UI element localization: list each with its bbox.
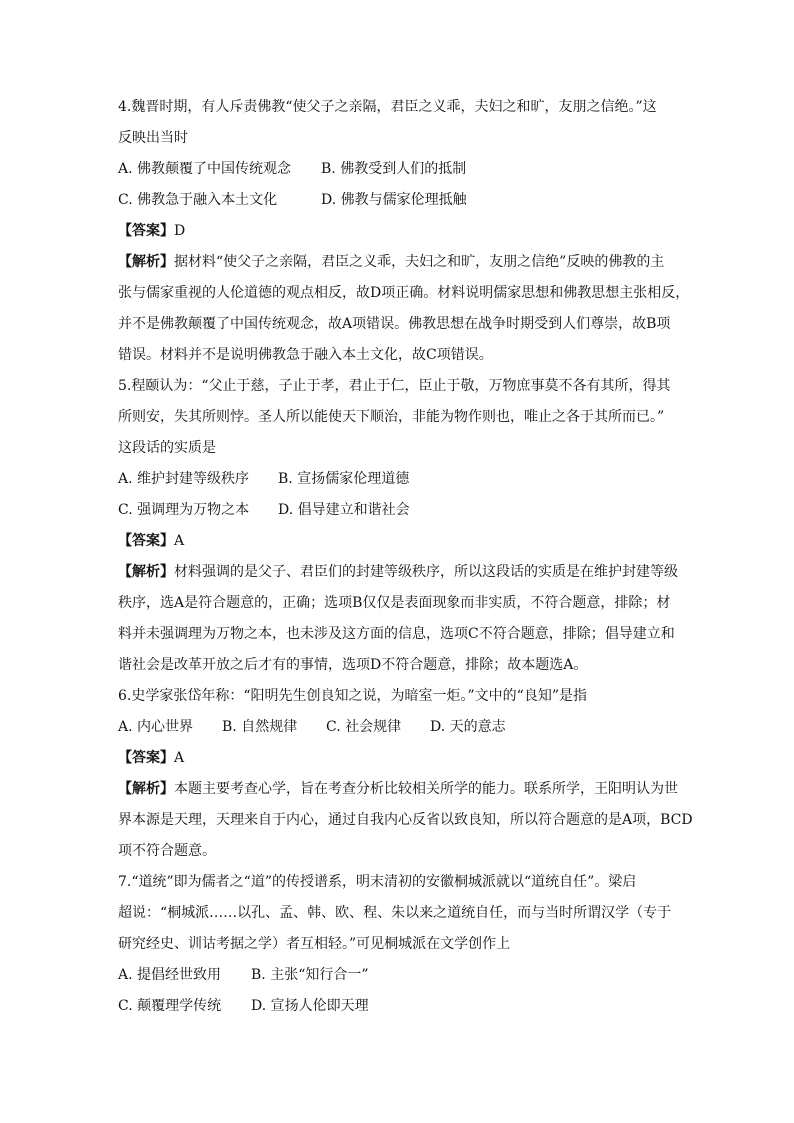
question-4-stem-line-2: 反映出当时 bbox=[118, 130, 188, 146]
question-5-option-b: B. 宣扬儒家伦理道德 bbox=[278, 471, 410, 487]
question-6-option-c: C. 社会规律 bbox=[326, 719, 402, 735]
question-5-answer bbox=[118, 531, 676, 551]
question-4 bbox=[118, 97, 676, 210]
question-content bbox=[118, 97, 693, 1027]
analysis-line: 界本源是天理，天理来自于内心，通过自我内心反省以致良知，所以符合题意的是A项，BCD bbox=[118, 812, 693, 828]
analysis-line bbox=[118, 779, 676, 799]
answer-value: A bbox=[174, 533, 185, 549]
question-7-stem-line-1: 7.“道统”即为儒者之“道”的传授谱系，明末清初的安徽桐城派就以“道统自任”。梁启 bbox=[118, 874, 637, 890]
question-5-option-d: D. 倡导建立和谐社会 bbox=[278, 502, 410, 518]
question-4-options-ab bbox=[118, 159, 676, 179]
question-4-option-d: D. 佛教与儒家伦理抵触 bbox=[321, 192, 467, 208]
question-7-option-d: D. 宣扬人伦即天理 bbox=[251, 998, 369, 1014]
question-4-answer bbox=[118, 221, 676, 241]
question-7-option-b: B. 主张“知行合一” bbox=[251, 967, 369, 983]
analysis-line: 谐社会是改革开放之后才有的事情，选项D不符合题意，排除；故本题选A。 bbox=[118, 657, 588, 673]
analysis-text: 本题主要考查心学，旨在考查分析比较相关所学的能力。联系所学，王阳明认为世 bbox=[174, 781, 678, 797]
question-7-option-c: C. 颠覆理学传统 bbox=[118, 998, 222, 1014]
analysis-line: 项不符合题意。 bbox=[118, 843, 216, 859]
question-5-option-c: C. 强调理为万物之本 bbox=[118, 502, 250, 518]
question-5-options-cd bbox=[118, 500, 676, 520]
question-5-stem-line-2: 所则安，失其所则悖。圣人所以能使天下顺治，非能为物作则也，唯止之各于其所而已。” bbox=[118, 409, 665, 425]
analysis-line: 错误。材料并不是说明佛教急于融入本土文化，故C项错误。 bbox=[118, 347, 493, 363]
answer-tag: 【答案】 bbox=[118, 533, 174, 549]
analysis-line bbox=[118, 252, 676, 272]
question-6-option-d: D. 天的意志 bbox=[430, 719, 506, 735]
question-5-stem-line-1: 5.程颐认为：“父止于慈，子止于孝，君止于仁，臣止于敬，万物庶事莫不各有其所，得其 bbox=[118, 378, 671, 394]
question-6 bbox=[118, 686, 676, 737]
analysis-line bbox=[118, 562, 676, 582]
question-7-option-a: A. 提倡经世致用 bbox=[118, 967, 222, 983]
analysis-line: 并不是佛教颠覆了中国传统观念，故A项错误。佛教思想在战争时期受到人们尊崇，故B项 bbox=[118, 316, 671, 332]
question-5 bbox=[118, 376, 676, 520]
analysis-line: 秩序，选A是符合题意的，正确；选项B仅仅是表面现象而非实质，不符合题意，排除；材 bbox=[118, 595, 671, 611]
question-6-option-b: B. 自然规律 bbox=[222, 719, 298, 735]
question-4-stem-line-1: 4.魏晋时期，有人斥责佛教“使父子之亲隔，君臣之义乖，夫妇之和旷，友朋之信绝。”这 bbox=[118, 99, 657, 115]
question-7-options-cd bbox=[118, 996, 676, 1016]
question-4-analysis bbox=[118, 252, 690, 365]
question-7 bbox=[118, 872, 676, 1016]
question-6-answer bbox=[118, 748, 676, 768]
answer-tag: 【答案】 bbox=[118, 750, 174, 766]
question-5-stem-line-3: 这段话的实质是 bbox=[118, 440, 216, 456]
question-5-option-a: A. 维护封建等级秩序 bbox=[118, 471, 250, 487]
answer-tag: 【答案】 bbox=[118, 223, 174, 239]
question-5-analysis bbox=[118, 562, 676, 675]
question-6-analysis bbox=[118, 779, 693, 861]
question-7-options-ab bbox=[118, 965, 676, 985]
question-4-option-c: C. 佛教急于融入本土文化 bbox=[118, 192, 278, 208]
question-6-option-a: A. 内心世界 bbox=[118, 719, 194, 735]
analysis-tag: 【解析】 bbox=[118, 564, 174, 580]
question-7-stem-line-2: 超说：“桐城派……以孔、孟、韩、欧、程、朱以来之道统自任，而与当时所谓汉学（专于 bbox=[118, 905, 672, 921]
analysis-text: 据材料“使父子之亲隔，君臣之义乖，夫妇之和旷，友朋之信绝”反映的佛教的主 bbox=[174, 254, 665, 270]
answer-value: D bbox=[174, 223, 186, 239]
question-4-options-cd bbox=[118, 190, 676, 210]
question-5-options-ab bbox=[118, 469, 676, 489]
analysis-text: 材料强调的是父子、君臣们的封建等级秩序，所以这段话的实质是在维护封建等级 bbox=[174, 564, 678, 580]
analysis-tag: 【解析】 bbox=[118, 254, 174, 270]
question-4-option-b: B. 佛教受到人们的抵制 bbox=[321, 161, 467, 177]
analysis-line: 料并未强调理为万物之本，也未涉及这方面的信息，选项C不符合题意，排除；倡导建立和 bbox=[118, 626, 675, 642]
question-7-stem-line-3: 研究经史、训诂考据之学）者互相轻。”可见桐城派在文学创作上 bbox=[118, 936, 511, 952]
question-6-stem-line-1: 6.史学家张岱年称：“阳明先生创良知之说，为暗室一炬。”文中的“良知”是指 bbox=[118, 688, 587, 704]
question-6-options bbox=[118, 717, 676, 737]
analysis-tag: 【解析】 bbox=[118, 781, 174, 797]
answer-value: A bbox=[174, 750, 185, 766]
question-4-option-a: A. 佛教颠覆了中国传统观念 bbox=[118, 161, 292, 177]
analysis-line: 张与儒家重视的人伦道德的观点相反，故D项正确。材料说明儒家思想和佛教思想主张相反， bbox=[118, 285, 690, 301]
